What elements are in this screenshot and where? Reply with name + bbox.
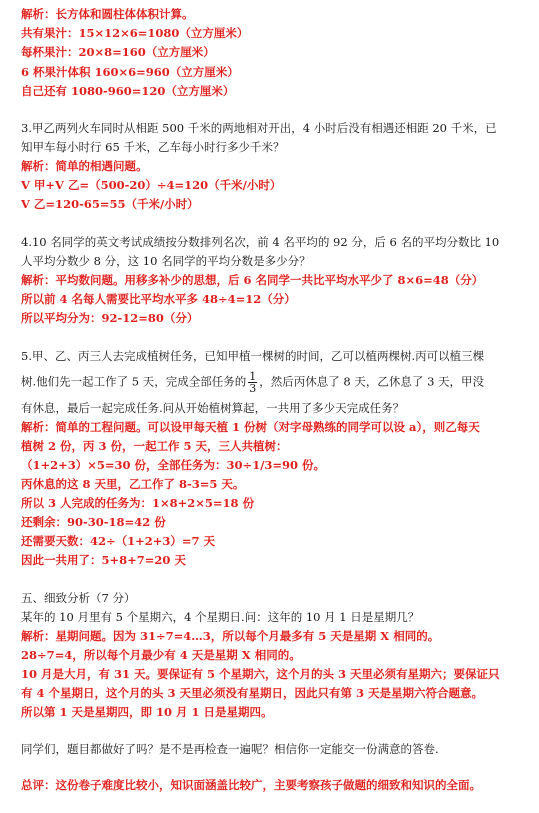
fraction-numerator: 1: [249, 370, 257, 383]
section-5-step: 28÷7=4，所以每个月最少有 4 天是星期 X 相同的。: [21, 648, 301, 662]
solution-step: 每杯果汁：20×8=160（立方厘米）: [21, 45, 215, 59]
question-4-analysis: 解析：平均数问题。用移多补少的思想，后 6 名同学一共比平均水平少了 8×6=48（分）: [21, 273, 484, 287]
question-5-text: ，然后丙休息了 8 天，乙休息了 3 天，甲没: [259, 374, 485, 389]
question-4-text: 4.10 名同学的英文考试成绩按分数排列名次，前 4 名平均的 92 分，后 6 名的平均分数比 10: [21, 235, 500, 249]
question-4-text: 人平均分数少 8 分，这 10 名同学的平均分数是多少分？: [21, 254, 311, 268]
solution-step: 6 杯果汁体积 160×6=960（立方厘米）: [21, 65, 239, 79]
question-3-text: 3.甲乙两列火车同时从相距 500 千米的两地相对开出，4 小时后没有相遇还相距 20 千米，已: [21, 121, 497, 135]
solution-step: 共有果汁：15×12×6=1080（立方厘米）: [21, 26, 249, 40]
summary-comment: 总评：这份卷子难度比较小，知识面涵盖比较广，主要考察孩子做题的细致和知识的全面。: [21, 778, 481, 792]
section-5-question: 某年的 10 月里有 5 个星期六，4 个星期日.问：这年的 10 月 1 日是星期几？: [21, 610, 420, 624]
question-5-step: 因此一共用了：5+8+7=20 天: [21, 553, 186, 567]
solution-analysis: 解析：长方体和圆柱体体积计算。: [21, 7, 194, 21]
question-5-analysis: 解析：简单的工程问题。可以设甲每天植 1 份树（对字母熟练的同学可以设 a），则乙每天: [21, 420, 480, 434]
question-3-analysis: 解析：简单的相遇问题。: [21, 159, 148, 173]
question-5-step: 还需要天数：42÷（1+2+3）=7 天: [21, 534, 216, 548]
question-5-text: 有休息，最后一起完成任务.问从开始植树算起，一共用了多少天完成任务？: [21, 401, 405, 415]
question-4-step: 所以平均分为：92-12=80（分）: [21, 311, 199, 325]
question-5-step: 还剩余：90-30-18=42 份: [21, 515, 166, 529]
section-5-step: 所以第 1 天是星期四，即 10 月 1 日是星期四。: [21, 705, 273, 719]
fraction-one-third: [248, 371, 257, 394]
section-5-step: 10 月是大月，有 31 天。要保证有 5 个星期六，这个月的头 3 天里必须有星期六；要保证只: [21, 667, 500, 681]
question-3-text: 知甲车每小时行 65 千米，乙车每小时行多少千米？: [21, 140, 285, 154]
solution-step: 自己还有 1080-960=120（立方厘米）: [21, 84, 235, 98]
fraction-denominator: 3: [249, 382, 257, 395]
question-4-step: 所以前 4 名每人需要比平均水平多 48÷4=12（分）: [21, 292, 296, 306]
question-3-step: V 乙=120-65=55（千米/小时）: [21, 197, 199, 211]
question-5-step: 植树 2 份，丙 3 份，一起工作 5 天，三人共植树：: [21, 439, 288, 453]
question-5-step: 丙休息的这 8 天里，乙工作了 8-3=5 天。: [21, 477, 245, 491]
section-5-step: 有 4 个星期日，这个月的头 3 天里必须没有星期日，因此只有第 3 天是星期六符合题意。: [21, 686, 484, 700]
question-5-step: 所以 3 人完成的任务为：1×8+2×5=18 份: [21, 496, 255, 510]
section-5-analysis: 解析：星期问题。因为 31÷7=4…3，所以每个月最多有 5 天是星期 X 相同的。: [21, 629, 440, 643]
question-3-step: V 甲+V 乙=（500-20）÷4=120（千米/小时）: [21, 178, 282, 192]
question-5-text: 5.甲、乙、丙三人去完成植树任务，已知甲植一棵树的时间，乙可以植两棵树.丙可以植三棵: [21, 349, 485, 363]
question-5-text: 树.他们先一起工作了 5 天，完成全部任务的: [21, 374, 247, 389]
question-5-step: （1+2+3）×5=30 份，全部任务为：30÷1/3=90 份。: [21, 458, 326, 472]
closing-message: 同学们，题目都做好了吗？是不是再检查一遍呢？相信你一定能交一份满意的答卷.: [21, 742, 439, 756]
section-5-title: 五、细致分析（7 分）: [21, 591, 136, 605]
question-5-text-with-fraction: [21, 371, 484, 394]
